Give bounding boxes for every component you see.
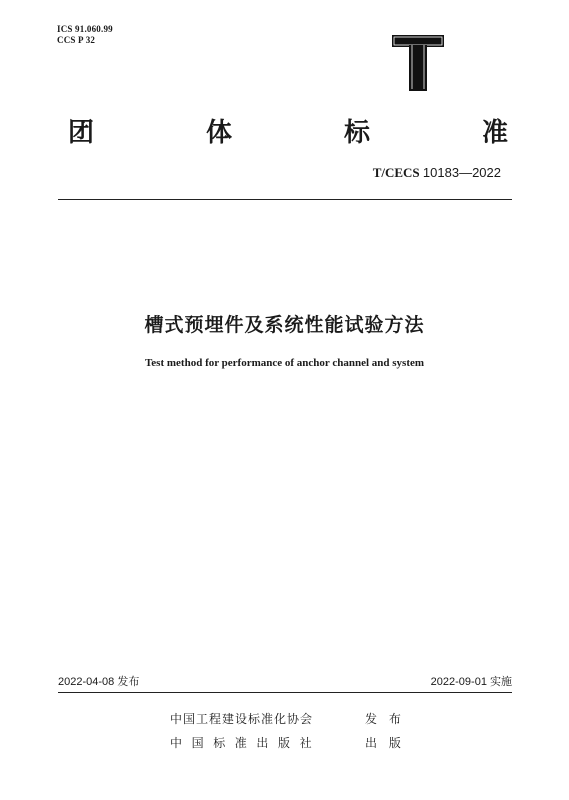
standard-type-char: 标 (343, 118, 370, 148)
publisher-row (170, 734, 405, 751)
standard-type-char: 准 (481, 118, 508, 148)
standard-type-char: 团 (68, 118, 95, 148)
standard-type-char: 体 (205, 118, 232, 148)
standard-code (373, 165, 501, 181)
issuer-row (170, 710, 405, 727)
footer-divider (58, 692, 512, 693)
standard-type-heading (68, 112, 508, 148)
title-chinese: 槽式预埋件及系统性能试验方法 (144, 314, 425, 336)
publisher-name: 中国标准出版社 (170, 736, 322, 750)
standard-code-prefix: T/CECS (372, 165, 420, 180)
issue-date: 2022-04-08 发布 (58, 676, 140, 688)
issuer-action: 发 布 (365, 712, 405, 726)
publisher-action: 出 版 (365, 736, 405, 750)
implementation-date: 2022-09-01 实施 (430, 676, 512, 688)
classification-codes (57, 24, 113, 46)
ics-code: ICS 91.060.99 (57, 24, 113, 34)
title-english: Test method for performance of anchor channel and system (144, 357, 425, 369)
issuer-name: 中国工程建设标准化协会 (170, 712, 314, 726)
group-standard-logo (390, 33, 446, 93)
svg-text:T: T (417, 73, 419, 74)
ccs-code: CCS P 32 (57, 35, 96, 45)
header-divider (58, 199, 512, 200)
standard-code-number: 10183—2022 (422, 165, 501, 180)
